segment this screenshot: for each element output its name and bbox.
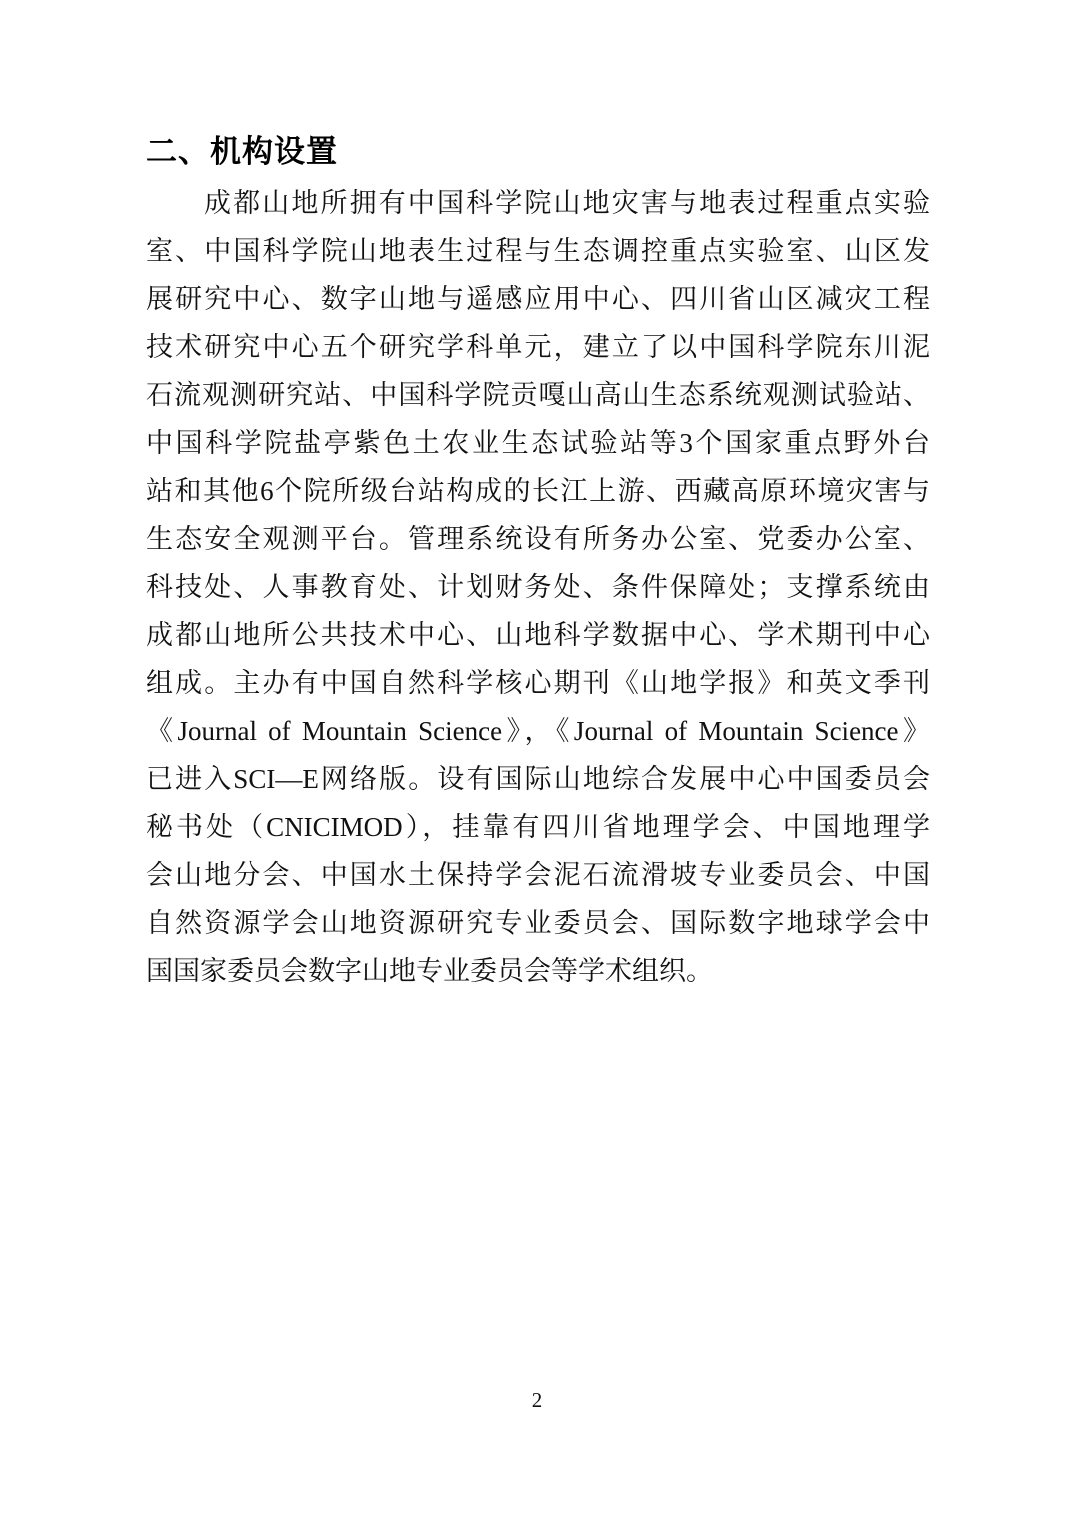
paragraph-line: 会山地分会、中国水土保持学会泥石流滑坡专业委员会、中国	[146, 860, 930, 890]
paragraph-line: 技术研究中心五个研究学科单元，建立了以中国科学院东川泥	[146, 332, 930, 362]
paragraph-line: 室、中国科学院山地表生过程与生态调控重点实验室、山区发	[146, 236, 930, 266]
section-heading: 二、机构设置	[146, 134, 338, 169]
paragraph-line: 生态安全观测平台。管理系统设有所务办公室、党委办公室、	[146, 524, 930, 554]
paragraph-line: 成都山地所拥有中国科学院山地灾害与地表过程重点实验	[204, 188, 930, 218]
body-paragraph	[146, 179, 930, 995]
paragraph-line: 自然资源学会山地资源研究专业委员会、国际数字地球学会中	[146, 908, 930, 938]
paragraph-line: 秘书处（CNICIMOD），挂靠有四川省地理学会、中国地理学	[146, 812, 930, 842]
paragraph-line: 石流观测研究站、中国科学院贡嘎山高山生态系统观测试验站、	[146, 380, 930, 410]
paragraph-line: 已进入SCI—E网络版。设有国际山地综合发展中心中国委员会	[146, 764, 930, 794]
paragraph-line: 展研究中心、数字山地与遥感应用中心、四川省山区减灾工程	[146, 284, 930, 314]
paragraph-line: 组成。主办有中国自然科学核心期刊《山地学报》和英文季刊	[146, 668, 930, 698]
paragraph-line: 《Journal of Mountain Science》，《Journal of Mountain Science》	[146, 716, 930, 746]
paragraph-line: 站和其他6个院所级台站构成的长江上游、西藏高原环境灾害与	[146, 476, 930, 506]
paragraph-line: 国国家委员会数字山地专业委员会等学术组织。	[146, 956, 713, 986]
paragraph-line: 成都山地所公共技术中心、山地科学数据中心、学术期刊中心	[146, 620, 930, 650]
page-number: 2	[531, 1388, 543, 1412]
paragraph-line: 科技处、人事教育处、计划财务处、条件保障处；支撑系统由	[146, 572, 930, 602]
paragraph-line: 中国科学院盐亭紫色土农业生态试验站等3个国家重点野外台	[146, 428, 930, 458]
